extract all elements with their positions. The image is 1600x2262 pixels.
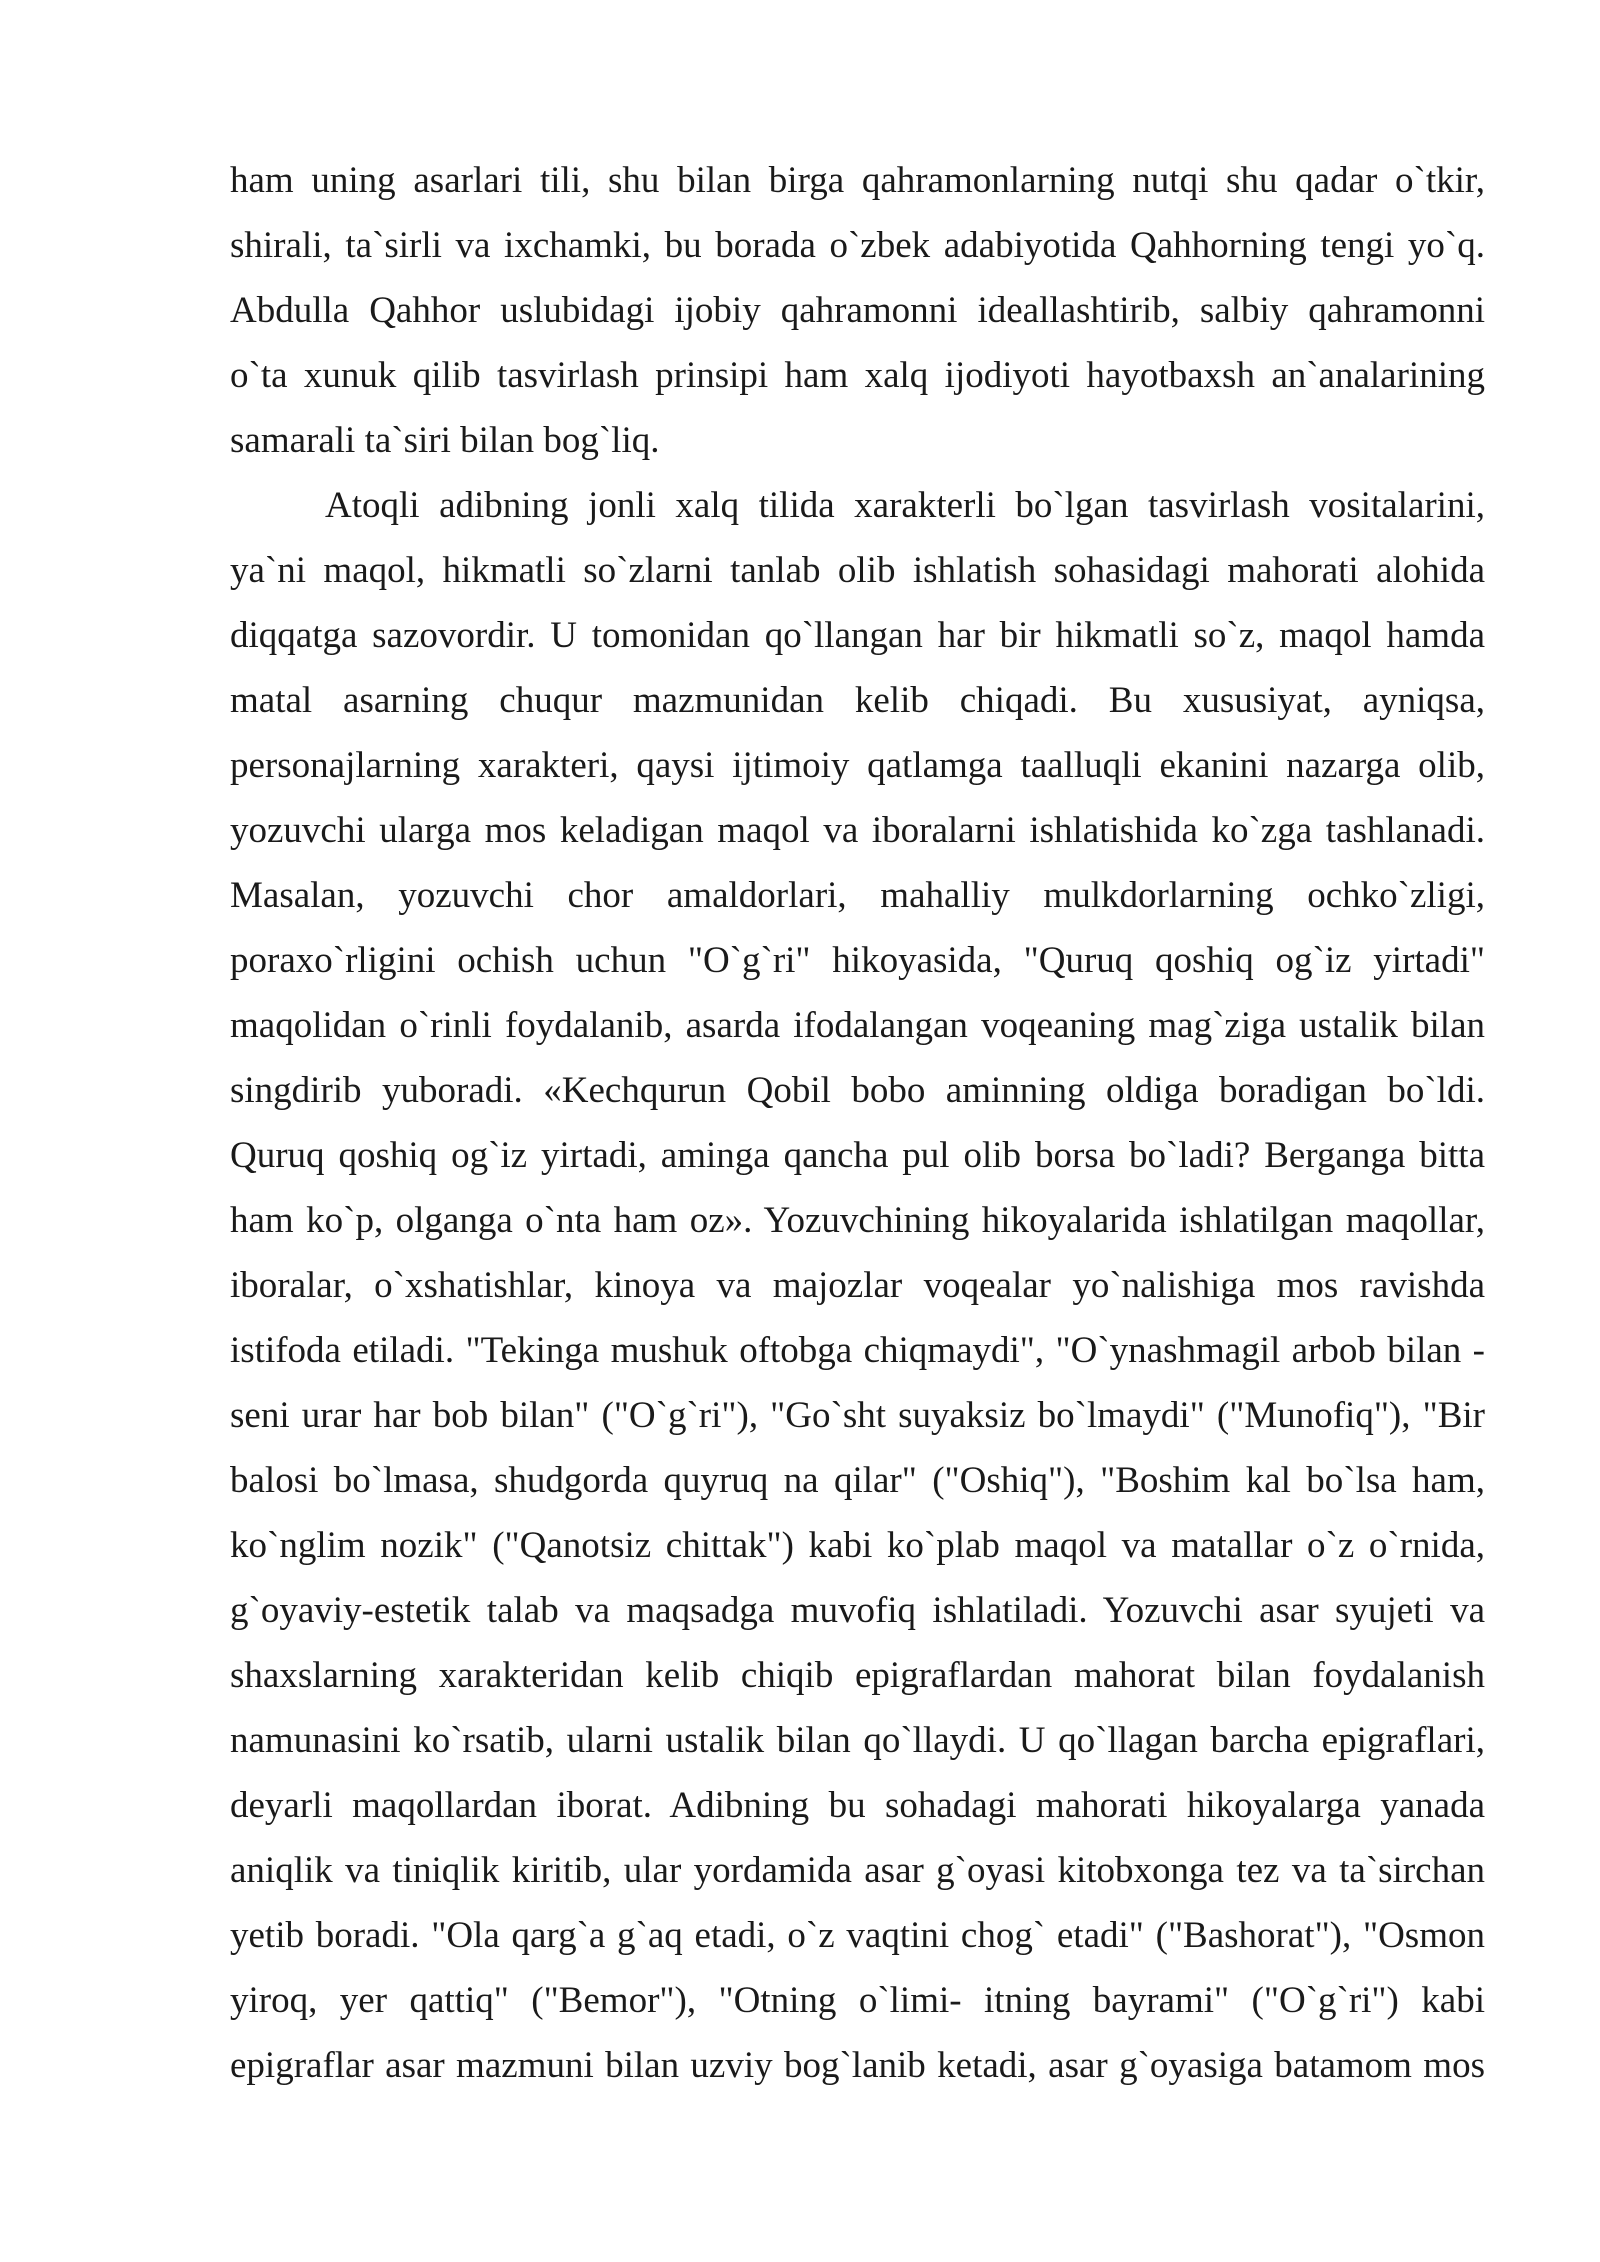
text-line: balosi bo`lmasa, shudgorda quyruq na qilar" ("Oshiq"), "Boshim kal bo`lsa ham, xyxy=(230,1460,1485,1501)
text-line: shaxslarning xarakteridan kelib chiqib epigraflardan mahorat bilan foydalanish xyxy=(230,1655,1485,1696)
text-line: diqqatga sazovordir. U tomonidan qo`llangan har bir hikmatli so`z, maqol hamda xyxy=(230,615,1485,656)
text-line: yetib boradi. "Ola qarg`a g`aq etadi, o`z vaqtini chog` etadi" ("Bashorat"), "Osmon xyxy=(230,1915,1485,1956)
text-line: Quruq qoshiq og`iz yirtadi, aminga qancha pul olib borsa bo`ladi? Berganga bitta xyxy=(230,1135,1485,1176)
text-line: ko`nglim nozik" ("Qanotsiz chittak") kabi ko`plab maqol va matallar o`z o`rnida, xyxy=(230,1525,1485,1566)
text-line: istifoda etiladi. "Tekinga mushuk oftobga chiqmaydi", "O`ynashmagil arbob bilan - xyxy=(230,1330,1485,1371)
text-line: namunasini ko`rsatib, ularni ustalik bilan qo`llaydi. U qo`llagan barcha epigraflari, xyxy=(230,1720,1485,1761)
body-text xyxy=(230,148,1485,2098)
text-line: ya`ni maqol, hikmatli so`zlarni tanlab olib ishlatish sohasidagi mahorati alohida xyxy=(230,550,1485,591)
paragraph-first-line: Atoqli adibning jonli xalq tilida xarakterli bo`lgan tasvirlash vositalarini, xyxy=(325,485,1485,526)
text-line: poraxo`rligini ochish uchun "O`g`ri" hikoyasida, "Quruq qoshiq og`iz yirtadi" xyxy=(230,940,1485,981)
text-line: iboralar, o`xshatishlar, kinoya va majozlar voqealar yo`nalishiga mos ravishda xyxy=(230,1265,1485,1306)
text-line: shirali, ta`sirli va ixchamki, bu borada o`zbek adabiyotida Qahhorning tengi yo`q. xyxy=(230,225,1485,266)
text-line: ham uning asarlari tili, shu bilan birga qahramonlarning nutqi shu qadar o`tkir, xyxy=(230,160,1485,201)
text-line: yozuvchi ularga mos keladigan maqol va iboralarni ishlatishida ko`zga tashlanadi. xyxy=(230,810,1485,851)
text-line: ham ko`p, olganga o`nta ham oz». Yozuvchining hikoyalarida ishlatilgan maqollar, xyxy=(230,1200,1485,1241)
text-line: epigraflar asar mazmuni bilan uzviy bog`lanib ketadi, asar g`oyasiga batamom mos xyxy=(230,2045,1485,2086)
text-line: personajlarning xarakteri, qaysi ijtimoiy qatlamga taalluqli ekanini nazarga olib, xyxy=(230,745,1485,786)
text-line: matal asarning chuqur mazmunidan kelib chiqadi. Bu xususiyat, ayniqsa, xyxy=(230,680,1485,721)
paragraph-end-line: samarali ta`siri bilan bog`liq. xyxy=(230,420,660,461)
text-line: singdirib yuboradi. «Kechqurun Qobil bobo aminning oldiga boradigan bo`ldi. xyxy=(230,1070,1485,1111)
text-line: g`oyaviy-estetik talab va maqsadga muvofiq ishlatiladi. Yozuvchi asar syujeti va xyxy=(230,1590,1485,1631)
text-line: yiroq, yer qattiq" ("Bemor"), "Otning o`limi- itning bayrami" ("O`g`ri") kabi xyxy=(230,1980,1485,2021)
text-line: o`ta xunuk qilib tasvirlash prinsipi ham xalq ijodiyoti hayotbaxsh an`analarining xyxy=(230,355,1485,396)
text-line: deyarli maqollardan iborat. Adibning bu sohadagi mahorati hikoyalarga yanada xyxy=(230,1785,1485,1826)
text-line: Masalan, yozuvchi chor amaldorlari, mahalliy mulkdorlarning ochko`zligi, xyxy=(230,875,1485,916)
text-line: Abdulla Qahhor uslubidagi ijobiy qahramonni ideallashtirib, salbiy qahramonni xyxy=(230,290,1485,331)
text-line: seni urar har bob bilan" ("O`g`ri"), "Go`sht suyaksiz bo`lmaydi" ("Munofiq"), "Bir xyxy=(230,1395,1485,1436)
text-line: aniqlik va tiniqlik kiritib, ular yordamida asar g`oyasi kitobxonga tez va ta`sirchan xyxy=(230,1850,1485,1891)
text-line: maqolidan o`rinli foydalanib, asarda ifodalangan voqeaning mag`ziga ustalik bilan xyxy=(230,1005,1485,1046)
